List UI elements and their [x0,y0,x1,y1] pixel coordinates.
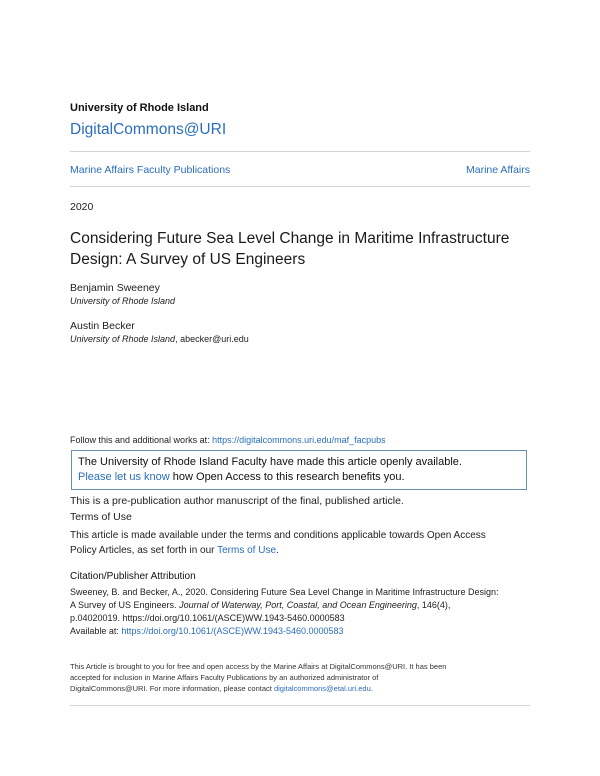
doi-link[interactable]: https://doi.org/10.1061/(ASCE)WW.1943-5460.0000583 [121,626,344,636]
citation-line-2-end: , 146(4), [416,600,451,610]
author-affiliation: University of Rhode Island [70,334,176,344]
open-access-feedback-line [78,470,520,485]
digitalcommons-brand-link[interactable]: DigitalCommons@URI [70,121,227,138]
footer-line-3-text: DigitalCommons@URI. For more information, please contact [70,684,274,693]
institution-name: University of Rhode Island [70,102,209,114]
author-block-2 [70,320,249,344]
citation-available-line [70,625,535,638]
prepublication-note: This is a pre-publication author manuscript of the final, published article. [70,495,404,507]
citation-line-2 [70,599,535,612]
citation-heading: Citation/Publisher Attribution [70,571,196,582]
footer-end: . [370,684,373,693]
divider-top [70,151,530,152]
author-affiliation: University of Rhode Island [70,296,176,306]
terms-line-2-text: Policy Articles, as set forth in our [70,545,218,556]
article-title [70,228,540,270]
terms-of-use-body [70,528,530,558]
author-email[interactable]: , abecker@uri.edu [175,334,249,344]
divider-breadcrumb [70,186,530,187]
footer-line-3 [70,683,540,694]
citation-body [70,586,535,638]
citation-line-2-start: A Survey of US Engineers. [70,600,180,610]
citation-line-3: p.04020019. https://doi.org/10.1061/(ASCE)WW.1943-5460.0000583 [70,613,345,623]
author-block-1 [70,282,175,306]
open-access-box [71,450,527,490]
terms-of-use-heading: Terms of Use [70,511,132,523]
author-name: Austin Becker [70,320,135,332]
breadcrumb-collection-link[interactable]: Marine Affairs Faculty Publications [70,164,231,176]
follow-text: Follow this and additional works at: [70,435,213,445]
terms-line-2 [70,543,530,558]
please-let-us-know-link[interactable]: Please let us know [78,471,170,483]
footer-line-1: This Article is brought to you for free and open access by the Marine Affairs at DigitalCommons@URI. It has been [70,662,447,671]
divider-bottom [70,705,530,706]
open-access-feedback-text: how Open Access to this research benefits you. [169,471,405,483]
citation-line-1: Sweeney, B. and Becker, A., 2020. Considering Future Sea Level Change in Maritime Infrastructure Design: [70,587,499,597]
author-name: Benjamin Sweeney [70,282,160,294]
footer-line-2: accepted for inclusion in Marine Affairs Faculty Publications by an authorized administrator of [70,673,379,682]
open-access-statement: The University of Rhode Island Faculty have made this article openly available. [78,456,462,468]
follow-line [70,435,386,445]
contact-email-link[interactable]: digitalcommons@etal.uri.edu [273,684,371,693]
footer-notice [70,661,540,694]
article-title-line-2: Design: A Survey of US Engineers [70,251,306,268]
available-at-label: Available at: [70,626,122,636]
author-affiliation-email [70,334,249,344]
terms-of-use-link[interactable]: Terms of Use [217,545,277,556]
terms-end: . [276,545,279,556]
terms-line-1: This article is made available under the terms and conditions applicable towards Open Access [70,530,486,541]
breadcrumb-department-link[interactable]: Marine Affairs [466,164,530,176]
citation-journal: Journal of Waterway, Port, Coastal, and Ocean Engineering [179,600,417,610]
publication-year: 2020 [70,201,94,213]
follow-collection-link[interactable]: https://digitalcommons.uri.edu/maf_facpubs [212,435,386,445]
article-title-line-1: Considering Future Sea Level Change in Maritime Infrastructure [70,230,510,247]
